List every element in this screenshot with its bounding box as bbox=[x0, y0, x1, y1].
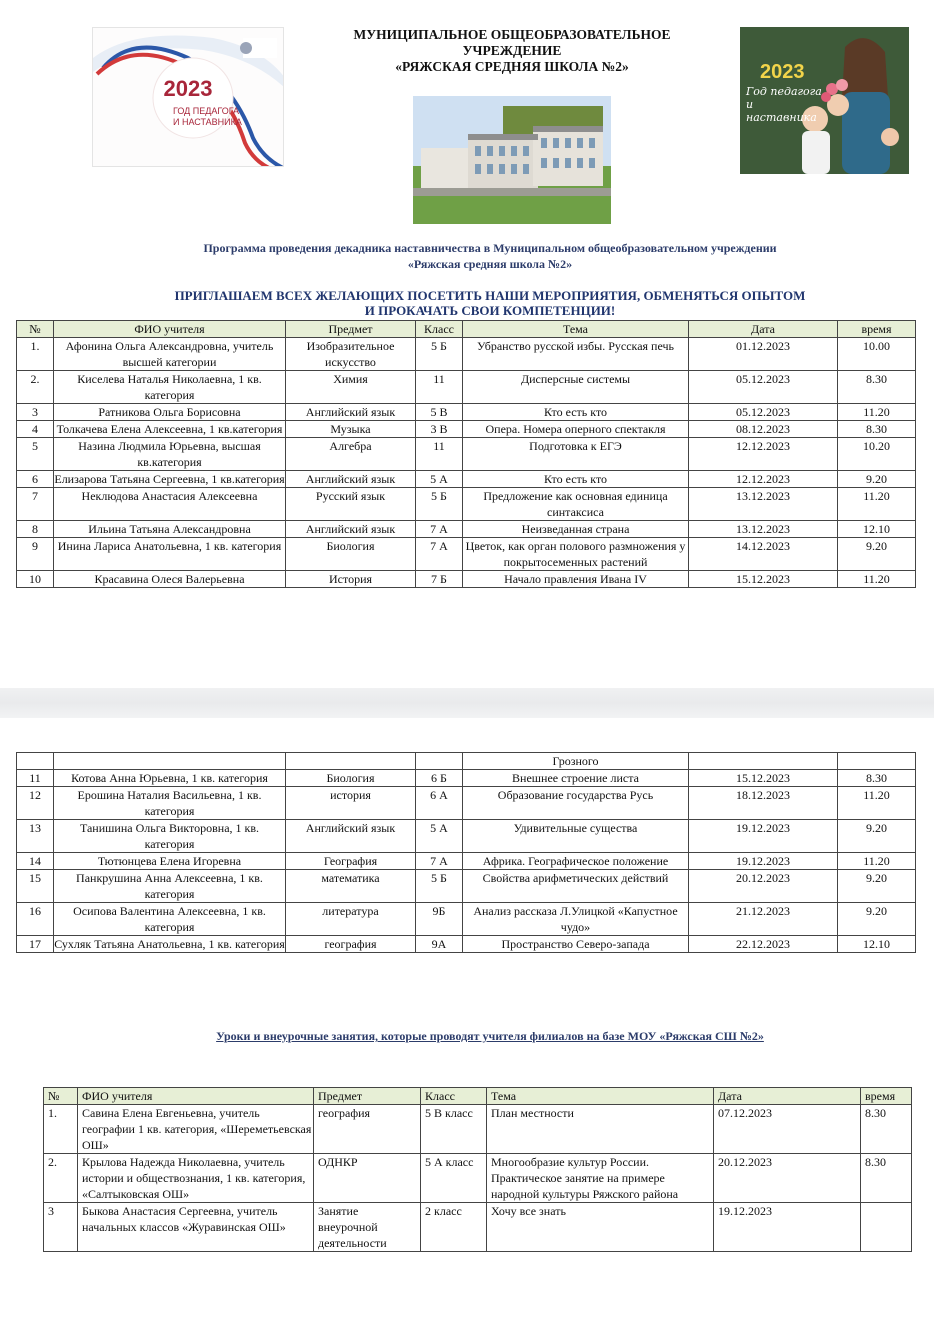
subject: Биология bbox=[286, 770, 416, 787]
subject: Английский язык bbox=[286, 471, 416, 488]
teacher-name: Афонина Ольга Александровна, учитель высшей категории bbox=[54, 338, 286, 371]
class: 5 В класс bbox=[421, 1105, 487, 1154]
column-header: Предмет bbox=[314, 1088, 421, 1105]
teacher-name: Ильина Татьяна Александровна bbox=[54, 521, 286, 538]
table-row bbox=[17, 371, 916, 404]
teacher-name: Ерошина Наталия Васильевна, 1 кв. категория bbox=[54, 787, 286, 820]
class: 5 Б bbox=[416, 488, 463, 521]
date: 18.12.2023 bbox=[689, 787, 838, 820]
time: 11.20 bbox=[838, 571, 916, 588]
subject: Английский язык bbox=[286, 521, 416, 538]
date: 13.12.2023 bbox=[689, 488, 838, 521]
topic: Удивительные существа bbox=[463, 820, 689, 853]
teacher-name: Тютюнцева Елена Игоревна bbox=[54, 853, 286, 870]
class: 6 Б bbox=[416, 770, 463, 787]
table-header-row bbox=[44, 1088, 912, 1105]
invite-title: ПРИГЛАШАЕМ ВСЕХ ЖЕЛАЮЩИХ ПОСЕТИТЬ НАШИ МЕРОПРИЯТИЯ, ОБМЕНЯТЬСЯ ОПЫТОМ И ПРОКАЧАТЬ СВОИ КОМПЕТЕНЦИИ! bbox=[174, 288, 806, 318]
class: 3 В bbox=[416, 421, 463, 438]
date: 07.12.2023 bbox=[714, 1105, 861, 1154]
topic: Убранство русской избы. Русская печь bbox=[463, 338, 689, 371]
row-number: 1. bbox=[44, 1105, 78, 1154]
topic: Неизведанная страна bbox=[463, 521, 689, 538]
date: 14.12.2023 bbox=[689, 538, 838, 571]
row-number: 2. bbox=[17, 371, 54, 404]
class: 9Б bbox=[416, 903, 463, 936]
subject: Алгебра bbox=[286, 438, 416, 471]
page-separator bbox=[0, 688, 934, 718]
table-row bbox=[17, 571, 916, 588]
time: 8.30 bbox=[838, 770, 916, 787]
time: 12.10 bbox=[838, 936, 916, 953]
subject: Химия bbox=[286, 371, 416, 404]
date: 05.12.2023 bbox=[689, 404, 838, 421]
column-header: Класс bbox=[416, 321, 463, 338]
table-row bbox=[44, 1105, 912, 1154]
row-number: 16 bbox=[17, 903, 54, 936]
date: 15.12.2023 bbox=[689, 770, 838, 787]
row-number: 1. bbox=[17, 338, 54, 371]
topic: Многообразие культур России. Практическое занятие на примере народной культуры Ряжского района bbox=[487, 1154, 714, 1203]
class: 7 А bbox=[416, 853, 463, 870]
subject: литература bbox=[286, 903, 416, 936]
time bbox=[861, 1203, 912, 1252]
subject: география bbox=[314, 1105, 421, 1154]
teacher-name: Неклюдова Анастасия Алексеевна bbox=[54, 488, 286, 521]
table-row bbox=[17, 903, 916, 936]
teacher-name: Толкачева Елена Алексеевна, 1 кв.категория bbox=[54, 421, 286, 438]
subject: Занятие внеурочной деятельности bbox=[314, 1203, 421, 1252]
class: 11 bbox=[416, 438, 463, 471]
row-number: 8 bbox=[17, 521, 54, 538]
subject: Музыка bbox=[286, 421, 416, 438]
table-row bbox=[17, 936, 916, 953]
column-header: время bbox=[861, 1088, 912, 1105]
date: 20.12.2023 bbox=[714, 1154, 861, 1203]
subject: География bbox=[286, 853, 416, 870]
table-row bbox=[17, 438, 916, 471]
time: 9.20 bbox=[838, 870, 916, 903]
table-header-row bbox=[17, 321, 916, 338]
table-row bbox=[17, 538, 916, 571]
teacher-name: Сухляк Татьяна Анатольевна, 1 кв. категория bbox=[54, 937, 285, 951]
table-row bbox=[17, 753, 916, 770]
row-number: 15 bbox=[17, 870, 54, 903]
column-header: Предмет bbox=[286, 321, 416, 338]
column-header: время bbox=[838, 321, 916, 338]
filials-title: Уроки и внеурочные занятия, которые проводят учителя филиалов на базе МОУ «Ряжская СШ №2» bbox=[216, 1029, 764, 1043]
school-name: МУНИЦИПАЛЬНОЕ ОБЩЕОБРАЗОВАТЕЛЬНОЕ УЧРЕЖДЕНИЕ «РЯЖСКАЯ СРЕДНЯЯ ШКОЛА №2» bbox=[353, 27, 671, 74]
topic: Внешнее строение листа bbox=[463, 770, 689, 787]
topic: Цветок, как орган полового размножения у покрытосеменных растений bbox=[463, 538, 689, 571]
column-header: ФИО учителя bbox=[54, 321, 286, 338]
teacher-name: Быкова Анастасия Сергеевна, учитель начальных классов «Журавинская ОШ» bbox=[78, 1203, 314, 1252]
logo-right-year: 2023 bbox=[760, 61, 805, 83]
subject: Биология bbox=[286, 538, 416, 571]
table-row bbox=[17, 338, 916, 371]
topic: Кто есть кто bbox=[463, 471, 689, 488]
class: 6 А bbox=[416, 787, 463, 820]
topic: Хочу все знать bbox=[487, 1203, 714, 1252]
teacher-name: Панкрушина Анна Алексеевна, 1 кв. категория bbox=[54, 870, 286, 903]
school-building-photo bbox=[413, 96, 611, 224]
logo-left-caption: ГОД ПЕДАГОГА И НАСТАВНИКА bbox=[173, 106, 242, 127]
topic: Образование государства Русь bbox=[463, 787, 689, 820]
time: 11.20 bbox=[838, 853, 916, 870]
class: 5 Б bbox=[416, 338, 463, 371]
table-row bbox=[17, 404, 916, 421]
subject: математика bbox=[286, 870, 416, 903]
teacher-name: Осипова Валентина Алексеевна, 1 кв. категория bbox=[54, 903, 286, 936]
date: 01.12.2023 bbox=[689, 338, 838, 371]
date: 19.12.2023 bbox=[714, 1203, 861, 1252]
subject: история bbox=[286, 787, 416, 820]
subject: История bbox=[286, 571, 416, 588]
teacher-name: Савина Елена Евгеньевна, учитель географии 1 кв. категория, «Шереметьевская ОШ» bbox=[78, 1105, 314, 1154]
table-row bbox=[17, 853, 916, 870]
topic: Анализ рассказа Л.Улицкой «Капустное чудо» bbox=[463, 903, 689, 936]
program-title: Программа проведения декадника наставничества в Муниципальном общеобразовательном учреждении «Ряжская средняя школа №2» bbox=[203, 241, 777, 271]
date: 05.12.2023 bbox=[689, 371, 838, 404]
topic: Африка. Географическое положение bbox=[463, 853, 689, 870]
date: 12.12.2023 bbox=[689, 438, 838, 471]
year-of-teacher-logo-left bbox=[92, 27, 284, 167]
table-row bbox=[44, 1203, 912, 1252]
time: 11.20 bbox=[838, 404, 916, 421]
table-row bbox=[17, 421, 916, 438]
column-header: Тема bbox=[487, 1088, 714, 1105]
subject: ОДНКР bbox=[314, 1154, 421, 1203]
year-of-teacher-logo-right bbox=[740, 27, 909, 174]
topic: Пространство Северо-запада bbox=[463, 936, 689, 953]
topic: Подготовка к ЕГЭ bbox=[463, 438, 689, 471]
teacher-name: Киселева Наталья Николаевна, 1 кв. категория bbox=[54, 371, 286, 404]
teacher-name: Инина Лариса Анатольевна, 1 кв. категория bbox=[54, 538, 286, 571]
table-row bbox=[17, 521, 916, 538]
class: 5 А bbox=[416, 471, 463, 488]
row-number: 14 bbox=[17, 853, 54, 870]
topic: Предложение как основная единица синтаксиса bbox=[463, 488, 689, 521]
date: 20.12.2023 bbox=[689, 870, 838, 903]
date: 22.12.2023 bbox=[689, 936, 838, 953]
class: 5 А класс bbox=[421, 1154, 487, 1203]
date: 13.12.2023 bbox=[689, 521, 838, 538]
row-number: 10 bbox=[17, 571, 54, 588]
row-number: 3 bbox=[44, 1203, 78, 1252]
logo-right-caption: Год педагога и наставника bbox=[746, 85, 822, 124]
table-row bbox=[17, 770, 916, 787]
time: 8.30 bbox=[861, 1154, 912, 1203]
class: 9А bbox=[416, 936, 463, 953]
date: 19.12.2023 bbox=[689, 853, 838, 870]
column-header: Класс bbox=[421, 1088, 487, 1105]
column-header: № bbox=[44, 1088, 78, 1105]
column-header: Дата bbox=[714, 1088, 861, 1105]
row-number: 9 bbox=[17, 538, 54, 571]
table-row bbox=[17, 787, 916, 820]
date: 21.12.2023 bbox=[689, 903, 838, 936]
row-number: 17 bbox=[17, 936, 54, 953]
time: 9.20 bbox=[838, 820, 916, 853]
teacher-name: Елизарова Татьяна Сергеевна, 1 кв.категория bbox=[54, 472, 285, 486]
topic: План местности bbox=[487, 1105, 714, 1154]
table-row bbox=[17, 471, 916, 488]
time: 10.00 bbox=[838, 338, 916, 371]
row-number: 11 bbox=[17, 770, 54, 787]
time: 12.10 bbox=[838, 521, 916, 538]
time: 11.20 bbox=[838, 787, 916, 820]
time: 8.30 bbox=[838, 371, 916, 404]
teacher-name: Красавина Олеся Валерьевна bbox=[54, 571, 286, 588]
teacher-name: Назина Людмила Юрьевна, высшая кв.категория bbox=[54, 438, 286, 471]
table-row bbox=[17, 820, 916, 853]
column-header: № bbox=[17, 321, 54, 338]
class: 5 Б bbox=[416, 870, 463, 903]
column-header: Дата bbox=[689, 321, 838, 338]
teacher-name: Котова Анна Юрьевна, 1 кв. категория bbox=[54, 770, 286, 787]
row-number: 7 bbox=[17, 488, 54, 521]
teacher-name: Танишина Ольга Викторовна, 1 кв. категория bbox=[54, 820, 286, 853]
row-number: 5 bbox=[17, 438, 54, 471]
time: 11.20 bbox=[838, 488, 916, 521]
class: 11 bbox=[416, 371, 463, 404]
subject: Английский язык bbox=[286, 404, 416, 421]
topic: Дисперсные системы bbox=[463, 371, 689, 404]
row-number: 6 bbox=[17, 471, 54, 488]
class: 7 Б bbox=[416, 571, 463, 588]
subject: Русский язык bbox=[286, 488, 416, 521]
lessons-table bbox=[16, 320, 916, 588]
subject: Английский язык bbox=[286, 820, 416, 853]
time: 8.30 bbox=[861, 1105, 912, 1154]
logo-left-year: 2023 bbox=[163, 76, 213, 101]
time: 9.20 bbox=[838, 903, 916, 936]
class: 5 В bbox=[416, 404, 463, 421]
subject: география bbox=[286, 936, 416, 953]
teacher-name: Ратникова Ольга Борисовна bbox=[54, 404, 286, 421]
topic: Начало правления Ивана IV bbox=[463, 571, 689, 588]
date: 19.12.2023 bbox=[689, 820, 838, 853]
table-row bbox=[44, 1154, 912, 1203]
row-number: 4 bbox=[17, 421, 54, 438]
row-number: 12 bbox=[17, 787, 54, 820]
table-row bbox=[17, 870, 916, 903]
topic: Кто есть кто bbox=[463, 404, 689, 421]
time: 8.30 bbox=[838, 421, 916, 438]
row-number: 2. bbox=[44, 1154, 78, 1203]
class: 5 А bbox=[416, 820, 463, 853]
class: 7 А bbox=[416, 521, 463, 538]
lessons-table-continued bbox=[16, 752, 916, 953]
date: 08.12.2023 bbox=[689, 421, 838, 438]
column-header: ФИО учителя bbox=[78, 1088, 314, 1105]
time: 9.20 bbox=[838, 538, 916, 571]
row-number: 3 bbox=[17, 404, 54, 421]
subject: Изобразительное искусство bbox=[286, 338, 416, 371]
column-header: Тема bbox=[463, 321, 689, 338]
class: 7 А bbox=[416, 538, 463, 571]
filials-table bbox=[43, 1087, 912, 1252]
continued-topic: Грозного bbox=[463, 753, 689, 770]
time: 10.20 bbox=[838, 438, 916, 471]
date: 12.12.2023 bbox=[689, 471, 838, 488]
date: 15.12.2023 bbox=[689, 571, 838, 588]
topic: Опера. Номера оперного спектакля bbox=[463, 421, 689, 438]
time: 9.20 bbox=[838, 471, 916, 488]
topic: Свойства арифметических действий bbox=[463, 870, 689, 903]
class: 2 класс bbox=[421, 1203, 487, 1252]
teacher-name: Крылова Надежда Николаевна, учитель истории и обществознания, 1 кв. категория, «Салтыковская ОШ» bbox=[78, 1154, 314, 1203]
table-row bbox=[17, 488, 916, 521]
row-number: 13 bbox=[17, 820, 54, 853]
